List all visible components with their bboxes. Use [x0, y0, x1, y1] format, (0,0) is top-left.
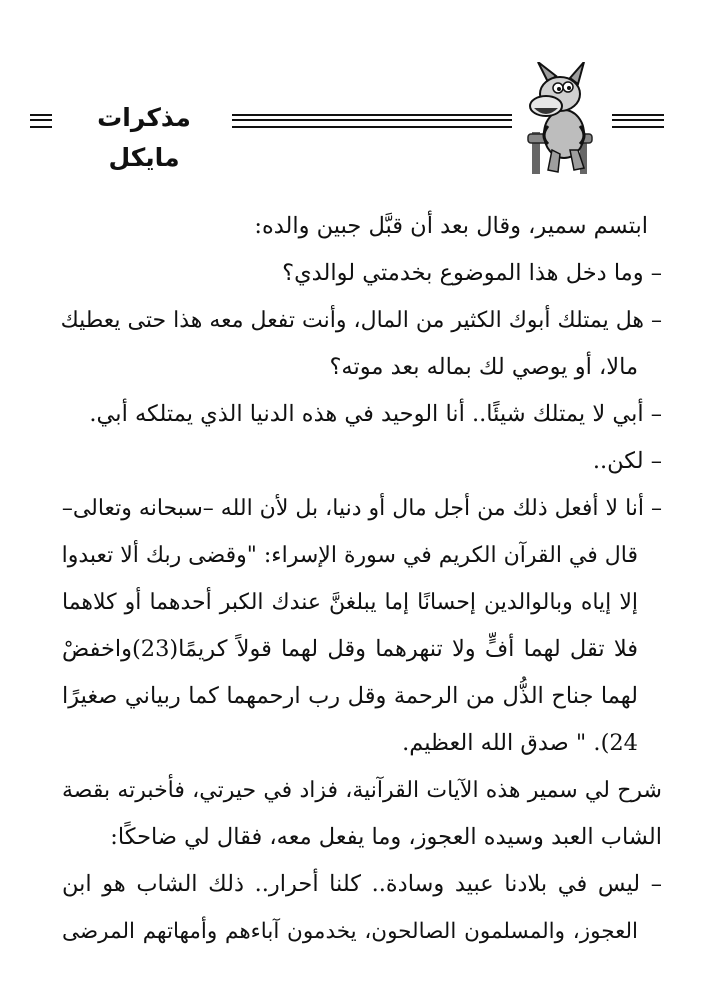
text-line: إلا إياه وبالوالدين إحسانًا إما يبلغنَّ عندك الكبر أحدهما أو كلاهما [62, 590, 638, 615]
text-line: لهما جناح الذُّل من الرحمة وقل رب ارحمهما كما ربياني صغيرًا [62, 683, 638, 709]
text-line: قال في القرآن الكريم في سورة الإسراء: "وقضى ربك ألا تعبدوا [61, 543, 638, 568]
text-line: 24). " صدق الله العظيم. [402, 730, 638, 756]
text-line: – هل يمتلك أبوك الكثير من المال، وأنت تفعل معه هذا حتى يعطيك [60, 308, 662, 333]
text-line: – ليس في بلادنا عبيد وسادة.. كلنا أحرار.. ذلك الشاب هو ابن [62, 871, 662, 897]
text-line: – لكن.. [592, 448, 662, 474]
text-line: فلا تقل لهما أفٍّ ولا تنهرهما وقل لهما قولاً كريمًا(23)واخفضْ [62, 636, 638, 662]
text-line: العجوز، والمسلمون الصالحون، يخدمون آباءهم وأمهاتهم المرضى [62, 919, 638, 944]
decorative-rule-left [30, 114, 52, 128]
book-title: مذكرات مايكل [97, 103, 191, 172]
page-body [62, 203, 662, 955]
decorative-rule-right [612, 114, 664, 128]
text-line: ابتسم سمير، وقال بعد أن قبَّل جبين والده: [254, 213, 648, 239]
text-line: شرح لي سمير هذه الآيات القرآنية، فزاد في حيرتي، فأخبرته بقصة [62, 778, 662, 803]
text-line: – وما دخل هذا الموضوع بخدمتي لوالدي؟ [282, 260, 662, 286]
page-header [0, 62, 720, 182]
decorative-rule-middle [232, 114, 512, 128]
text-line: – أبي لا يمتلك شيئًا.. أنا الوحيد في هذه الدنيا الذي يمتلكه أبي. [89, 401, 662, 427]
text-line: مالا، أو يوصي لك بماله بعد موته؟ [329, 354, 638, 380]
text-line: – أنا لا أفعل ذلك من أجل مال أو دنيا، بل لأن الله –سبحانه وتعالى– [61, 496, 662, 521]
mascot-donkey-icon [518, 62, 608, 177]
text-line: الشاب العبد وسيده العجوز، وما يفعل معه، فقال لي ضاحكًا: [110, 824, 662, 850]
